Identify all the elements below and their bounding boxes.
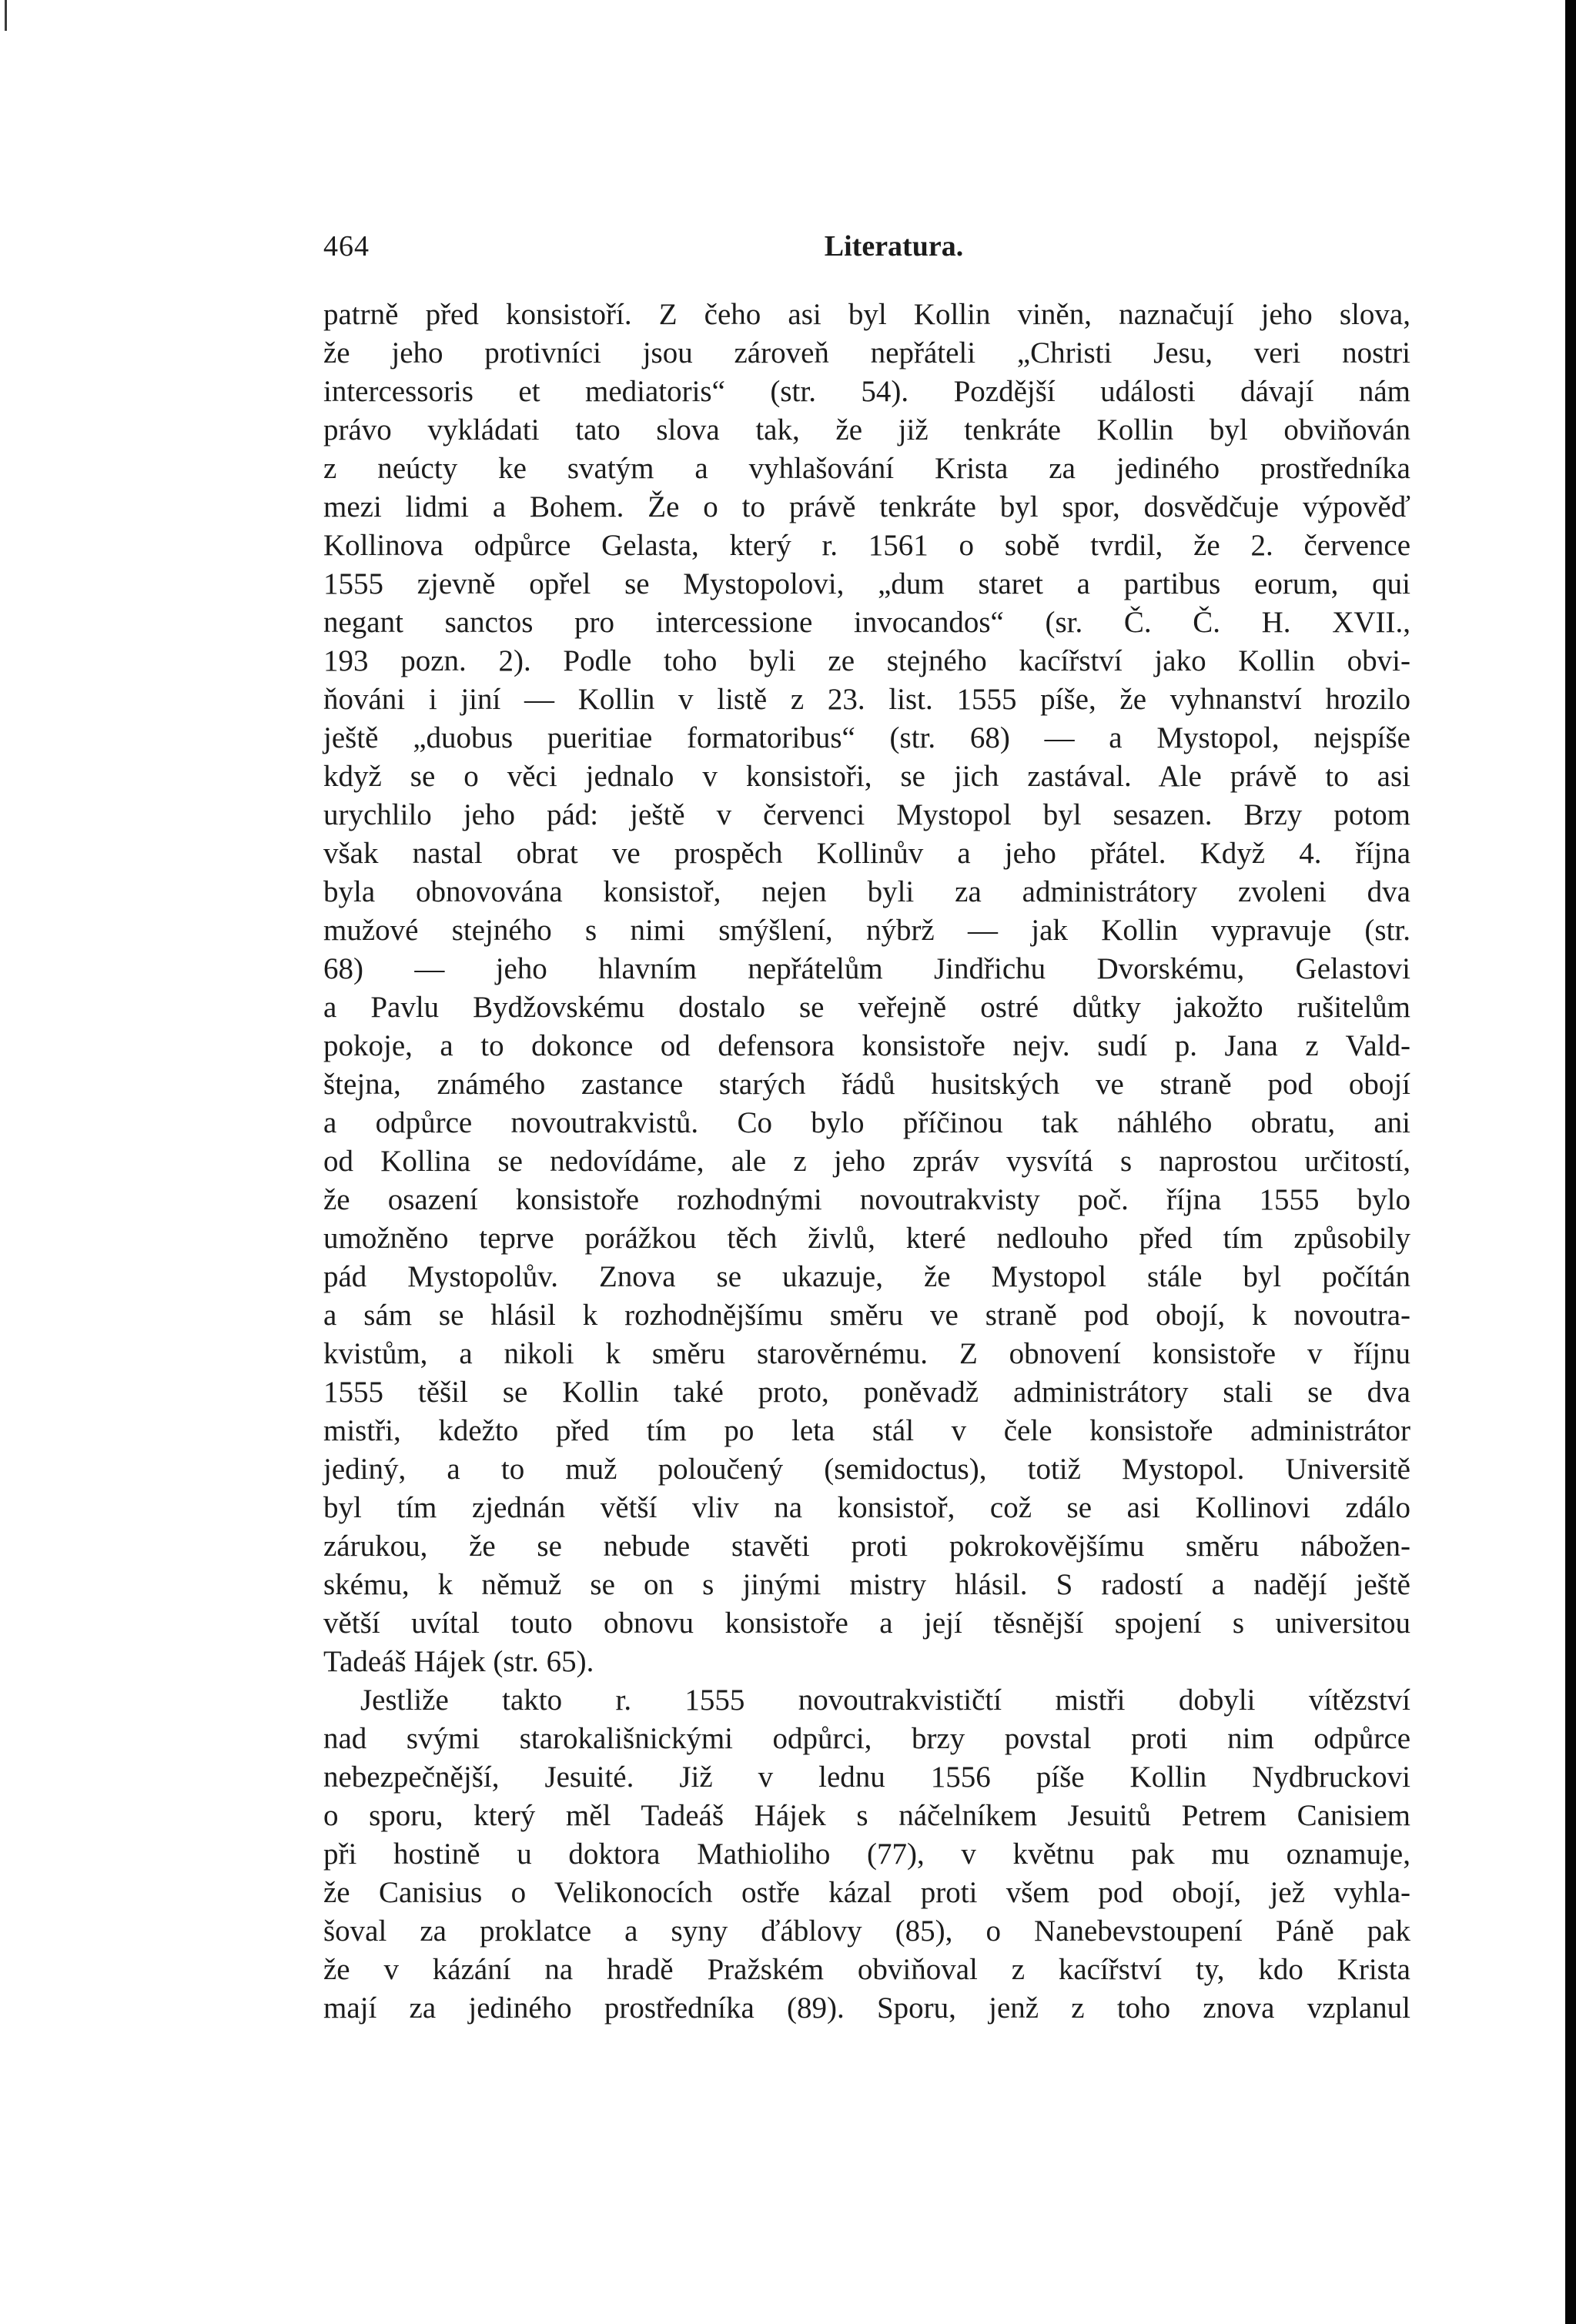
text-line: byla obnovována konsistoř, nejen byli za administrátory zvoleni dva: [323, 875, 1410, 908]
text-line: negant sanctos pro intercessione invocandos“ (sr. Č. Č. H. XVII.,: [323, 606, 1410, 639]
text-line: a Pavlu Bydžovskému dostalo se veřejně ostré důtky jakožto rušitelům: [323, 991, 1410, 1024]
scan-edge-mark: [5, 0, 7, 31]
text-line: štejna, známého zastance starých řádů husitských ve straně pod obojí: [323, 1068, 1410, 1101]
text-line: jediný, a to muž poloučený (semidoctus), totiž Mystopol. Universitě: [323, 1453, 1410, 1486]
text-line: a odpůrce novoutrakvistů. Co bylo příčinou tak náhlého obratu, ani: [323, 1106, 1410, 1139]
text-line: nebezpečnější, Jesuité. Již v lednu 1556 píše Kollin Nydbruckovi: [323, 1761, 1410, 1794]
text-line: mají za jediného prostředníka (89). Sporu, jenž z toho znova vzplanul: [323, 1991, 1410, 2025]
text-line: mužové stejného s nimi smýšlení, nýbrž — jak Kollin vypravuje (str.: [323, 914, 1410, 947]
text-line: při hostině u doktora Mathioliho (77), v květnu pak mu oznamuje,: [323, 1837, 1410, 1871]
text-line: Jestliže takto r. 1555 novoutrakvističtí mistři dobyli vítězství: [360, 1684, 1410, 1717]
text-line: ňováni i jiní — Kollin v listě z 23. list. 1555 píše, že vyhnanství hrozilo: [323, 683, 1410, 716]
text-line: intercessoris et mediatoris“ (str. 54). Pozdější události dávají nám: [323, 375, 1410, 408]
text-line: větší uvítal touto obnovu konsistoře a její těsnější spojení s universitou: [323, 1607, 1410, 1640]
text-line: kvistům, a nikoli k směru starověrnému. Z obnovení konsistoře v říjnu: [323, 1337, 1410, 1370]
running-title: Literatura.: [824, 230, 964, 262]
body-text: [323, 296, 1410, 2028]
text-line: mistři, kdežto před tím po leta stál v čele konsistoře administrátor: [323, 1414, 1410, 1447]
page-header: [323, 229, 1410, 276]
text-line: 193 pozn. 2). Podle toho byli ze stejného kacířství jako Kollin obvi-: [323, 644, 1410, 677]
text-line: že v kázání na hradě Pražském obviňoval z kacířství ty, kdo Krista: [323, 1953, 1410, 1986]
text-line: šoval za proklatce a syny ďáblovy (85), o Nanebevstoupení Páně pak: [323, 1914, 1410, 1948]
text-line: právo vykládati tato slova tak, že již tenkráte Kollin byl obviňován: [323, 413, 1410, 446]
text-line: 1555 těšil se Kollin také proto, poněvadž administrátory stali se dva: [323, 1376, 1410, 1409]
text-line: umožněno teprve porážkou těch živlů, které nedlouho před tím způsobily: [323, 1222, 1410, 1255]
text-line: a sám se hlásil k rozhodnějšímu směru ve straně pod obojí, k novoutra-: [323, 1299, 1410, 1332]
text-line: patrně před konsistoří. Z čeho asi byl Kollin viněn, naznačují jeho slova,: [323, 298, 1410, 331]
text-line: o sporu, který měl Tadeáš Hájek s náčelníkem Jesuitů Petrem Canisiem: [323, 1799, 1410, 1832]
text-line: 68) — jeho hlavním nepřátelům Jindřichu Dvorskému, Gelastovi: [323, 952, 1410, 985]
text-line: 1555 zjevně opřel se Mystopolovi, „dum staret a partibus eorum, qui: [323, 567, 1410, 600]
text-line: ještě „duobus pueritiae formatoribus“ (str. 68) — a Mystopol, nejspíše: [323, 721, 1410, 754]
text-line: když se o věci jednalo v konsistoři, se jich zastával. Ale právě to asi: [323, 760, 1410, 793]
text-line: od Kollina se nedovídáme, ale z jeho zpráv vysvítá s naprostou určitostí,: [323, 1145, 1410, 1178]
text-line: Kollinova odpůrce Gelasta, který r. 1561 o sobě tvrdil, že 2. července: [323, 529, 1410, 562]
text-line: urychlilo jeho pád: ještě v červenci Mystopol byl sesazen. Brzy potom: [323, 798, 1410, 831]
text-line: Tadeáš Hájek (str. 65).: [323, 1645, 594, 1678]
text-line: byl tím zjednán větší vliv na konsistoř, což se asi Kollinovi zdálo: [323, 1491, 1410, 1524]
text-line: mezi lidmi a Bohem. Že o to právě tenkráte byl spor, dosvědčuje výpověď: [323, 490, 1410, 523]
text-line: nad svými starokališnickými odpůrci, brzy povstal proti nim odpůrce: [323, 1722, 1410, 1755]
scan-right-border: [1565, 0, 1576, 2324]
text-line: skému, k němuž se on s jinými mistry hlásil. S radostí a nadějí ještě: [323, 1568, 1410, 1601]
text-line: zárukou, že se nebude stavěti proti pokrokovějšímu směru nábožen-: [323, 1530, 1410, 1563]
text-line: že Canisius o Velikonocích ostře kázal proti všem pod obojí, jež vyhla-: [323, 1876, 1410, 1909]
text-line: že osazení konsistoře rozhodnými novoutrakvisty poč. října 1555 bylo: [323, 1183, 1410, 1216]
text-line: však nastal obrat ve prospěch Kollinův a jeho přátel. Když 4. října: [323, 837, 1410, 870]
text-line: pád Mystopolův. Znova se ukazuje, že Mystopol stále byl počítán: [323, 1260, 1410, 1293]
page-number: 464: [323, 230, 370, 262]
text-line: z neúcty ke svatým a vyhlašování Krista za jediného prostředníka: [323, 452, 1410, 485]
text-line: pokoje, a to dokonce od defensora konsistoře nejv. sudí p. Jana z Vald-: [323, 1029, 1410, 1062]
text-line: že jeho protivníci jsou zároveň nepřáteli „Christi Jesu, veri nostri: [323, 336, 1410, 369]
